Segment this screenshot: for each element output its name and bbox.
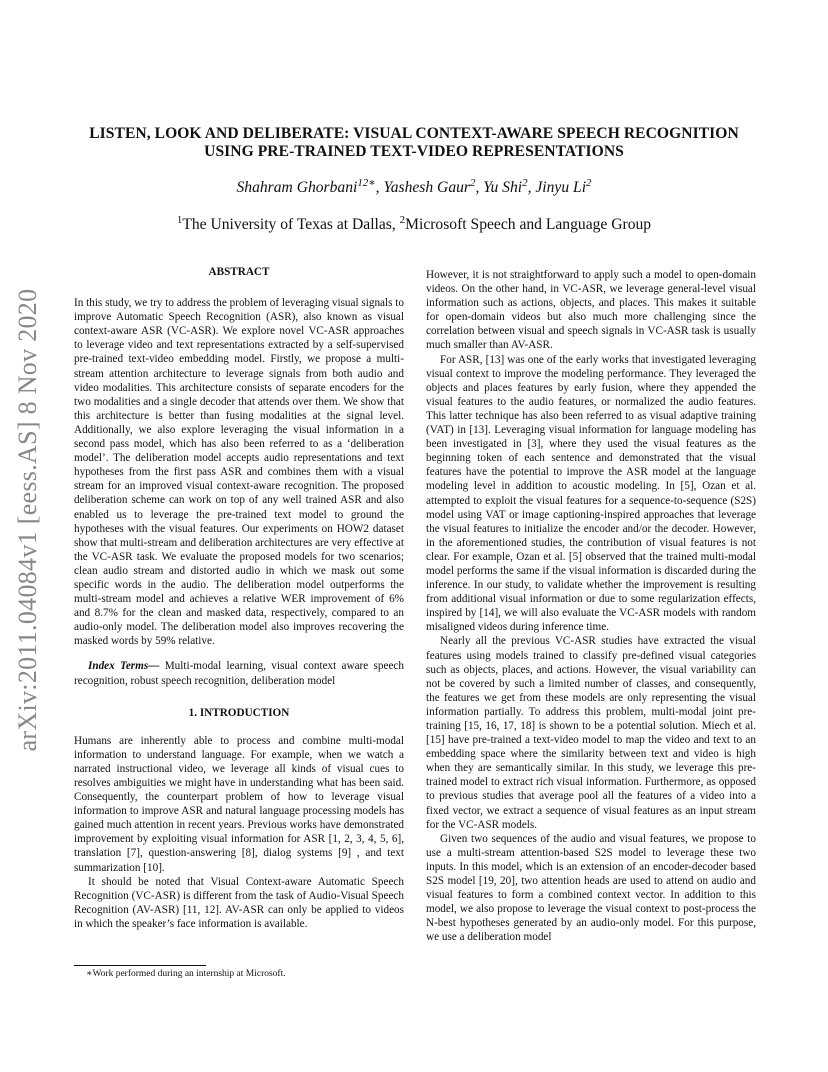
- arxiv-id: arXiv:2011.04084v1 [eess.AS] 8 Nov 2020: [13, 288, 42, 752]
- author-3: , Yu Shi: [475, 179, 523, 196]
- right-paragraph-3: Nearly all the previous VC-ASR studies have extracted the visual features using models trained to classify pre-defined visual categories such as objects, places, and actions. However, the visual variability can not be covered by such a limited number of classes, and consequently, the features we get from these models are only representing the visual information partially. To address this problem, multi-modal joint pre-training [15, 16, 17, 18] is shown to be a potential solution. Miech et al. [15] have pre-trained a text-video model to map the video and text to an embedding space where the similarity between text and video is high when they are semantically similar. In this study, we leverage this pre-trained model to extract rich visual information. Furthermore, as opposed to previous studies that average pool all the features of a video into a fixed vector, we extract a sequence of visual features as an input stream for the VC-ASR models.: [426, 635, 756, 831]
- author-1-sup: 12∗: [357, 176, 376, 189]
- affiliations: [60, 213, 768, 234]
- footnote-rule: [74, 965, 206, 966]
- affil-1: The University of Texas at Dallas,: [182, 216, 400, 233]
- index-terms-label: Index Terms—: [88, 660, 160, 673]
- author-1: Shahram Ghorbani: [236, 179, 358, 196]
- index-terms-text: Multi-modal learning, visual context aware speech recognition, robust speech recognition, deliberation model: [74, 660, 404, 687]
- right-paragraph-2: For ASR, [13] was one of the early works that investigated leveraging visual context to improve the modeling performance. They leveraged the objects and places features by early fusion, where they appended the visual features to the audio features, or normalized the audio features. This latter technique has also been referred to as visual adaptive training (VAT) in [13]. Leveraging visual information for language modeling has been investigated in [3], where they used the visual features as the beginning token of each sentence and demonstrated that the visual features have the potential to improve the ASR model at the language modeling level in addition to acoustic modeling. In [5], Ozan et al. attempted to exploit the visual features for a sequence-to-sequence (S2S) model using VAT or image captioning-inspired approaches that leverage the visual features to initialize the encoder and/or the decoder. However, in the aforementioned studies, the contribution of visual features is not clear. For example, Ozan et al. [5] observed that the trained multi-modal model performs the same if the visual information is discarded during the inference. In our study, to validate whether the improvement is resulting from additional visual information or due to some regularization effects, inspired by [14], we will also evaluate the VC-ASR models with random misaligned videos during inference time.: [426, 353, 756, 634]
- intro-heading: 1. INTRODUCTION: [188, 706, 290, 719]
- arxiv-sidebar-stamp: [2, 280, 54, 760]
- paper-title: [60, 125, 768, 161]
- author-4-sup: 2: [586, 176, 592, 189]
- author-list: [60, 176, 768, 197]
- author-4: , Jinyu Li: [527, 179, 587, 196]
- left-column: [74, 265, 404, 931]
- affil-1-sup: 1: [176, 213, 183, 226]
- affil-2: Microsoft Speech and Language Group: [405, 216, 652, 233]
- intro-paragraph-1: Humans are inherently able to process and combine multi-modal information to understand language. For example, when we watch a narrated instructional video, we leverage all kinds of visual cues to resolves ambiguities we might have in understanding what has been said. Consequently, the counterpart problem of how to leverage visual information to improve ASR and natural language processing models has gained much attention in recent years. Previous works have demonstrated improvement by exploiting visual information for ASR [1, 2, 3, 4, 5, 6], translation [7], question-answering [8], dialog systems [9] , and text summarization [10].: [74, 734, 404, 874]
- affil-2-sup: 2: [399, 213, 406, 226]
- index-terms: [74, 659, 404, 687]
- author-2-sup: 2: [469, 176, 476, 189]
- footnote: ∗Work performed during an internship at Microsoft.: [86, 969, 286, 979]
- title-line-2: USING PRE-TRAINED TEXT-VIDEO REPRESENTATIONS: [204, 143, 624, 160]
- right-paragraph-1: However, it is not straightforward to apply such a model to open-domain videos. On the other hand, in VC-ASR, we leverage general-level visual information such as actions, objects, and places. This makes it suitable for open-domain videos but also much more challenging since the correlation between visual and speech signals in VC-ASR task is usually much smaller than AV-ASR.: [426, 269, 756, 352]
- intro-paragraph-2: It should be noted that Visual Context-aware Automatic Speech Recognition (VC-ASR) is different from the task of Audio-Visual Speech Recognition (AV-ASR) [11, 12]. AV-ASR can only be applied to videos in which the speaker’s face information is available.: [74, 875, 404, 930]
- abstract-heading: ABSTRACT: [208, 266, 270, 278]
- right-paragraph-4: Given two sequences of the audio and visual features, we propose to use a multi-stream attention-based S2S model to leverage these two inputs. In this model, which is an extension of an encoder-decoder based S2S model [19, 20], two attention heads are used to attend on audio and visual features to form a combined context vector. In addition to this model, we also propose to leverage the visual context to post-process the N-best hypotheses generated by an audio-only model. For this purpose, we use a deliberation model: [426, 832, 756, 944]
- abstract-text: In this study, we try to address the problem of leveraging visual signals to improve Automatic Speech Recognition (ASR), also known as visual context-aware ASR (VC-ASR). We explore novel VC-ASR approaches to leverage video and text representations extracted by a self-supervised pre-trained text-video embedding model. Firstly, we propose a multi-stream attention architecture to leverage signals from both audio and video modalities. This architecture consists of separate encoders for the two modalities and a single decoder that attends over them. We show that this architecture is better than fusing modalities at the signal level. Additionally, we also explore leveraging the visual information in a second pass model, which has also been referred to as a ‘deliberation model’. The deliberation model accepts audio representations and text hypotheses from the first pass ASR and combines them with a visual stream for an improved visual context-aware recognition. The proposed deliberation scheme can work on top of any well trained ASR and also enabled us to leverage the pre-trained text model to ground the hypotheses with the visual features. Our experiments on HOW2 dataset show that multi-stream and deliberation architectures are very effective at the VC-ASR task. We evaluate the proposed models for two scenarios; clean audio stream and distorted audio in which we mask out some specific words in the audio. The deliberation model outperforms the multi-stream model and achieves a relative WER improvement of 6% and 8.7% for the clean and masked data, respectively, compared to an audio-only model. The deliberation model also improves recovering the masked words by 59% relative.: [74, 297, 404, 648]
- title-line-1: LISTEN, LOOK AND DELIBERATE: VISUAL CONTEXT-AWARE SPEECH RECOGNITION: [89, 125, 739, 142]
- right-column: [426, 268, 756, 945]
- author-2: , Yashesh Gaur: [375, 179, 470, 196]
- author-3-sup: 2: [522, 176, 528, 189]
